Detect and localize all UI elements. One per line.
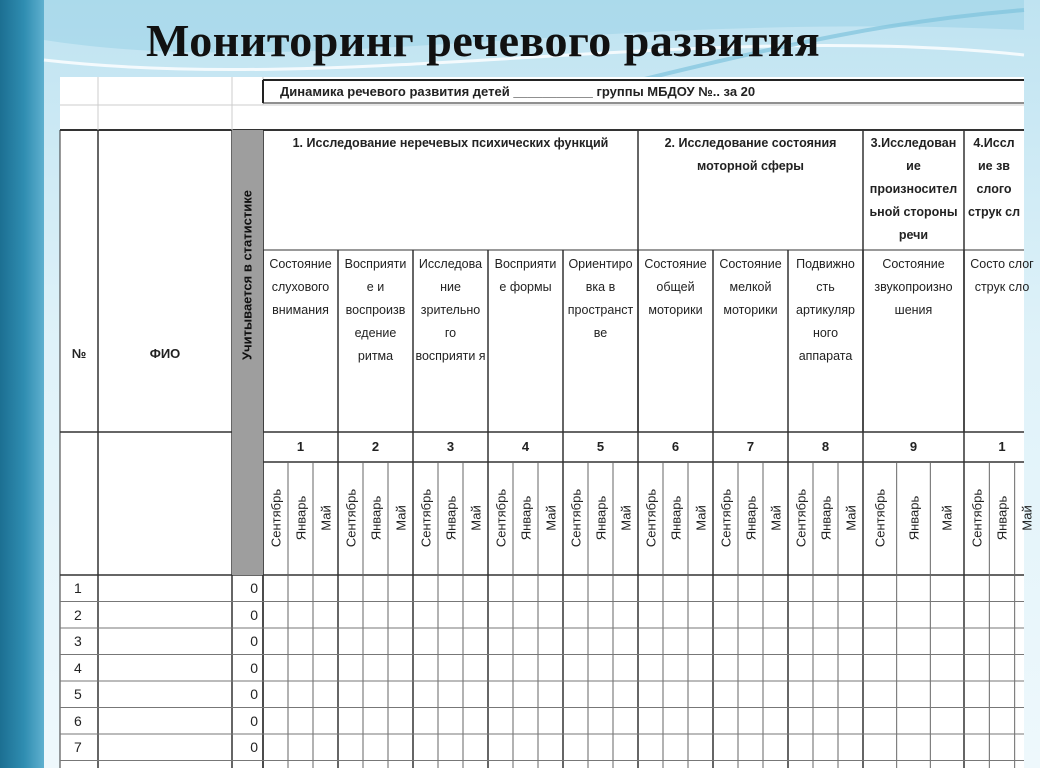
monitoring-table: [60, 77, 1035, 768]
column-fio-header: ФИО: [149, 346, 181, 361]
month-label: Май: [393, 505, 408, 531]
subheader-8: Подвижно сть артикуляр ного аппарата: [796, 257, 855, 363]
column-no-header: №: [71, 346, 87, 361]
month-label: Май: [543, 505, 558, 531]
subheader-number-8: 8: [821, 439, 830, 454]
month-label: Май: [618, 505, 633, 531]
subheader-1: Состояние слухового внимания: [269, 257, 332, 317]
row-statistics-value: 0: [250, 606, 258, 623]
month-label: Январь: [743, 495, 758, 541]
subheader-10: Состо слог струк сло: [970, 257, 1034, 294]
row-statistics-value: 0: [250, 739, 258, 755]
month-label: Май: [768, 505, 783, 531]
month-label: Май: [318, 505, 333, 531]
section-header-4: 4.Иссл ие зв слого струк сл: [967, 136, 1021, 219]
month-label: Май: [1019, 505, 1035, 531]
slide-title: Мониторинг речевого развития: [146, 15, 821, 66]
subheader-3: Исследова ние зрительно го восприяти я: [415, 257, 486, 363]
month-label: Май: [468, 505, 483, 531]
row-number: 7: [74, 739, 82, 755]
subheader-number-10: 1: [998, 439, 1006, 454]
subheader-number-9: 9: [909, 439, 918, 454]
month-label: Январь: [368, 495, 383, 541]
section-header-3: 3.Исследован ие произносител ьной стороны речи: [869, 136, 958, 242]
month-label: Сентябрь: [718, 488, 733, 548]
month-label: Январь: [518, 495, 533, 541]
subheader-9: Состояние звукопроизно шения: [874, 257, 953, 317]
subheader-number-3: 3: [446, 439, 455, 454]
statistics-column-header: Учитывается в статистике: [239, 190, 255, 360]
subheader-6: Состояние общей моторики: [644, 257, 707, 317]
month-label: Сентябрь: [872, 488, 888, 548]
month-label: Сентябрь: [493, 488, 508, 548]
row-number: 6: [74, 712, 82, 729]
subheader-number-6: 6: [671, 439, 680, 454]
subheader-number-2: 2: [371, 439, 380, 454]
subheader-5: Ориентиро вка в пространст ве: [567, 257, 634, 340]
month-label: Сентябрь: [418, 488, 433, 548]
row-statistics-value: 0: [250, 633, 258, 649]
row-number: 4: [74, 659, 82, 676]
subheader-number-5: 5: [596, 439, 605, 454]
subheader-number-7: 7: [746, 439, 755, 454]
month-label: Январь: [818, 495, 833, 541]
month-label: Январь: [593, 495, 608, 541]
month-label: Сентябрь: [268, 488, 283, 548]
dynamics-title: Динамика речевого развития детей ___________ группы МБДОУ №.. за 20: [280, 84, 756, 99]
fio-cell[interactable]: [100, 629, 230, 653]
month-label: Январь: [293, 495, 308, 541]
month-label: Январь: [906, 495, 921, 541]
subheader-7: Состояние мелкой моторики: [719, 257, 782, 317]
month-label: Январь: [668, 495, 683, 541]
fio-cell[interactable]: [100, 682, 230, 706]
month-label: Май: [843, 505, 858, 531]
subheader-4: Восприяти е формы: [494, 257, 557, 294]
fio-cell[interactable]: [100, 603, 230, 627]
row-statistics-value: 0: [250, 686, 258, 702]
month-label: Январь: [443, 495, 458, 541]
row-number: 1: [74, 580, 82, 596]
row-statistics-value: 0: [250, 659, 258, 676]
fio-cell[interactable]: [100, 735, 230, 759]
month-label: Сентябрь: [643, 488, 658, 548]
month-label: Сентябрь: [969, 488, 985, 548]
month-label: Май: [693, 505, 708, 531]
month-label: Май: [939, 505, 955, 531]
subheader-number-4: 4: [521, 439, 530, 454]
month-label: Сентябрь: [568, 488, 583, 548]
month-label: Сентябрь: [343, 488, 358, 548]
row-number: 5: [74, 686, 82, 702]
fio-cell[interactable]: [100, 656, 230, 680]
month-label: Сентябрь: [793, 488, 808, 548]
fio-cell[interactable]: [100, 576, 230, 600]
subheader-number-1: 1: [296, 439, 305, 454]
row-number: 2: [74, 606, 82, 623]
section-header-1: 1. Исследование неречевых психических функций: [292, 136, 609, 150]
slide-left-bar: [0, 0, 44, 768]
month-label: Январь: [994, 495, 1010, 541]
row-statistics-value: 0: [250, 580, 258, 596]
section-header-2: 2. Исследование состояния моторной сферы: [664, 136, 837, 173]
subheader-2: Восприяти е и воспроизв едение ритма: [344, 257, 407, 363]
row-number: 3: [74, 633, 82, 649]
fio-cell[interactable]: [100, 709, 230, 733]
row-statistics-value: 0: [250, 712, 258, 729]
